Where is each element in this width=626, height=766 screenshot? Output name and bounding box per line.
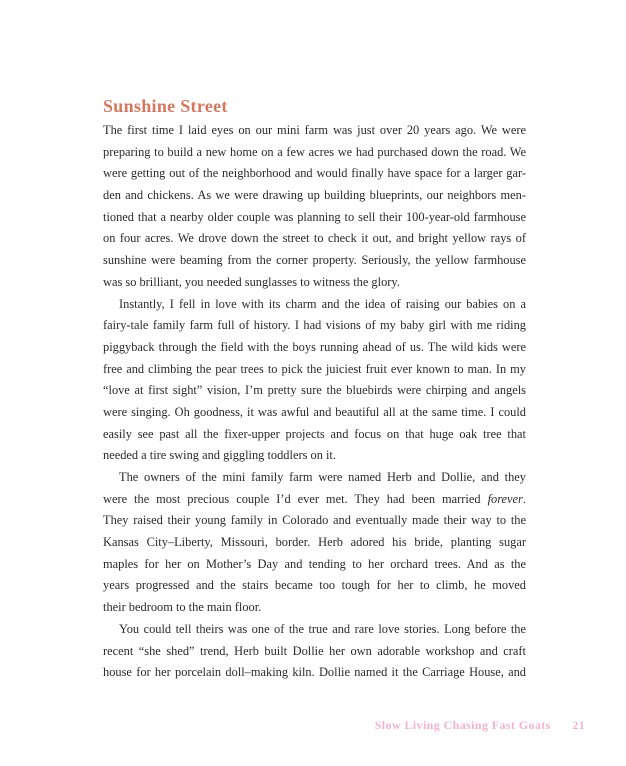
text-line: were singing. Oh goodness, it was awful and beautiful all at the same time. I could [103, 404, 526, 419]
text-line: “love at first sight” vision, I’m pretty sure the bluebirds were chirping and angels [103, 383, 526, 398]
text-line: easily see past all the fixer-upper projects and focus on that huge oak tree that [103, 426, 526, 441]
text-line: fairy-tale family farm full of history. I had visions of my baby girl with me riding [103, 318, 526, 333]
text-line: preparing to build a new home on a few acres we had purchased down the road. We [103, 144, 526, 159]
text-line: years progressed and the stairs became too tough for her to climb, he moved [103, 578, 526, 593]
text-line: recent “she shed” trend, Herb built Dollie her own adorable workshop and craft [103, 643, 526, 658]
italic-emphasis: forever [487, 491, 523, 506]
text-line: was so brilliant, you needed sunglasses to witness the glory. [103, 274, 400, 289]
text-line: needed a tire swing and giggling toddlers on it. [103, 448, 336, 463]
text-line: their bedroom to the main floor. [103, 600, 262, 615]
body-text [103, 120, 526, 684]
text-line: The owners of the mini family farm were named Herb and Dollie, and they [119, 470, 526, 484]
text-line: maples for her on Mother’s Day and tending to her orchard trees. And as the [103, 556, 526, 571]
text-line: house for her porcelain doll–making kiln. Dollie named it the Carriage House, and [103, 665, 526, 680]
text-line: free and climbing the pear trees to pick the juiciest fruit ever known to man. In my [103, 361, 526, 376]
text-line: sunshine were beaming from the corner property. Seriously, the yellow farmhouse [103, 253, 526, 268]
text-line: tioned that a nearby older couple was planning to sell their 100-year-old farmhouse [103, 209, 526, 224]
text-run: . [522, 491, 526, 506]
text-line: The first time I laid eyes on our mini farm was just over 20 years ago. We were [103, 123, 526, 137]
text-line: Kansas City–Liberty, Missouri, border. Herb adored his bride, planting sugar [103, 535, 526, 550]
text-line: were getting out of the neighborhood and would finally have space for a larger gar- [103, 166, 526, 181]
text-line: den and chickens. As we were drawing up building blueprints, our neighbors men- [103, 188, 526, 203]
page-number: 21 [572, 718, 585, 732]
text-run: were the most precious couple I’d ever met. They had been married [103, 491, 488, 506]
text-line: Instantly, I fell in love with its charm and the idea of raising our babies on a [119, 296, 526, 311]
text-line: on four acres. We drove down the street to check it out, and bright yellow rays of [103, 231, 526, 246]
footer-book-title: Slow Living Chasing Fast Goats [374, 718, 551, 732]
text-line: You could tell theirs was one of the true and rare love stories. Long before the [119, 621, 526, 636]
text-line: They raised their young family in Colorado and eventually made their way to the [103, 513, 526, 528]
running-footer [0, 718, 585, 733]
text-line [103, 489, 526, 511]
text-line: piggyback through the field with the boys running ahead of us. The wild kids were [103, 339, 526, 354]
section-heading: Sunshine Street [103, 96, 228, 116]
